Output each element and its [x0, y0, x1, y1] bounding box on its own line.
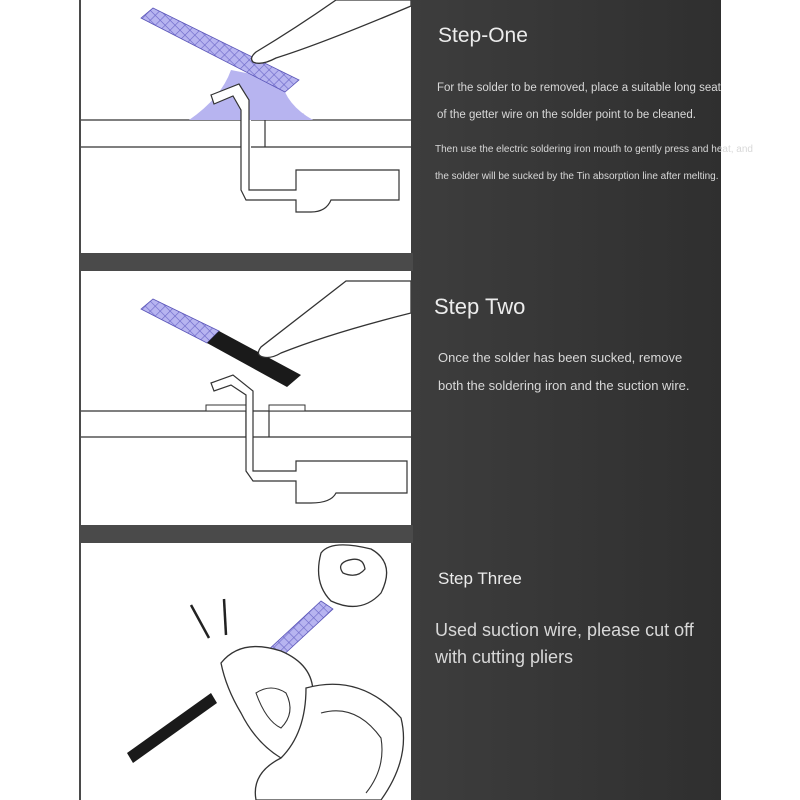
step-one-line: Then use the electric soldering iron mouth to gently press and heat, and	[435, 144, 753, 155]
step-two-illustration	[81, 271, 411, 525]
step-three-title: Step Three	[438, 569, 522, 588]
step-one-line: For the solder to be removed, place a suitable long seat	[437, 82, 721, 94]
panel-divider	[79, 525, 413, 543]
step-one-line: the solder will be sucked by the Tin absorption line after melting.	[435, 171, 719, 182]
panel-divider	[79, 253, 413, 271]
step-two-line: both the soldering iron and the suction wire.	[438, 378, 690, 393]
step-one-title: Step-One	[438, 24, 528, 47]
step-two-line: Once the solder has been sucked, remove	[438, 350, 683, 365]
step-three-line: with cutting pliers	[435, 647, 574, 667]
step-three-illustration	[81, 543, 411, 800]
step-one-line: of the getter wire on the solder point to be cleaned.	[437, 109, 696, 121]
step-two-title: Step Two	[434, 294, 526, 319]
step-three-line: Used suction wire, please cut off	[435, 620, 694, 640]
step-one-illustration	[81, 0, 411, 253]
